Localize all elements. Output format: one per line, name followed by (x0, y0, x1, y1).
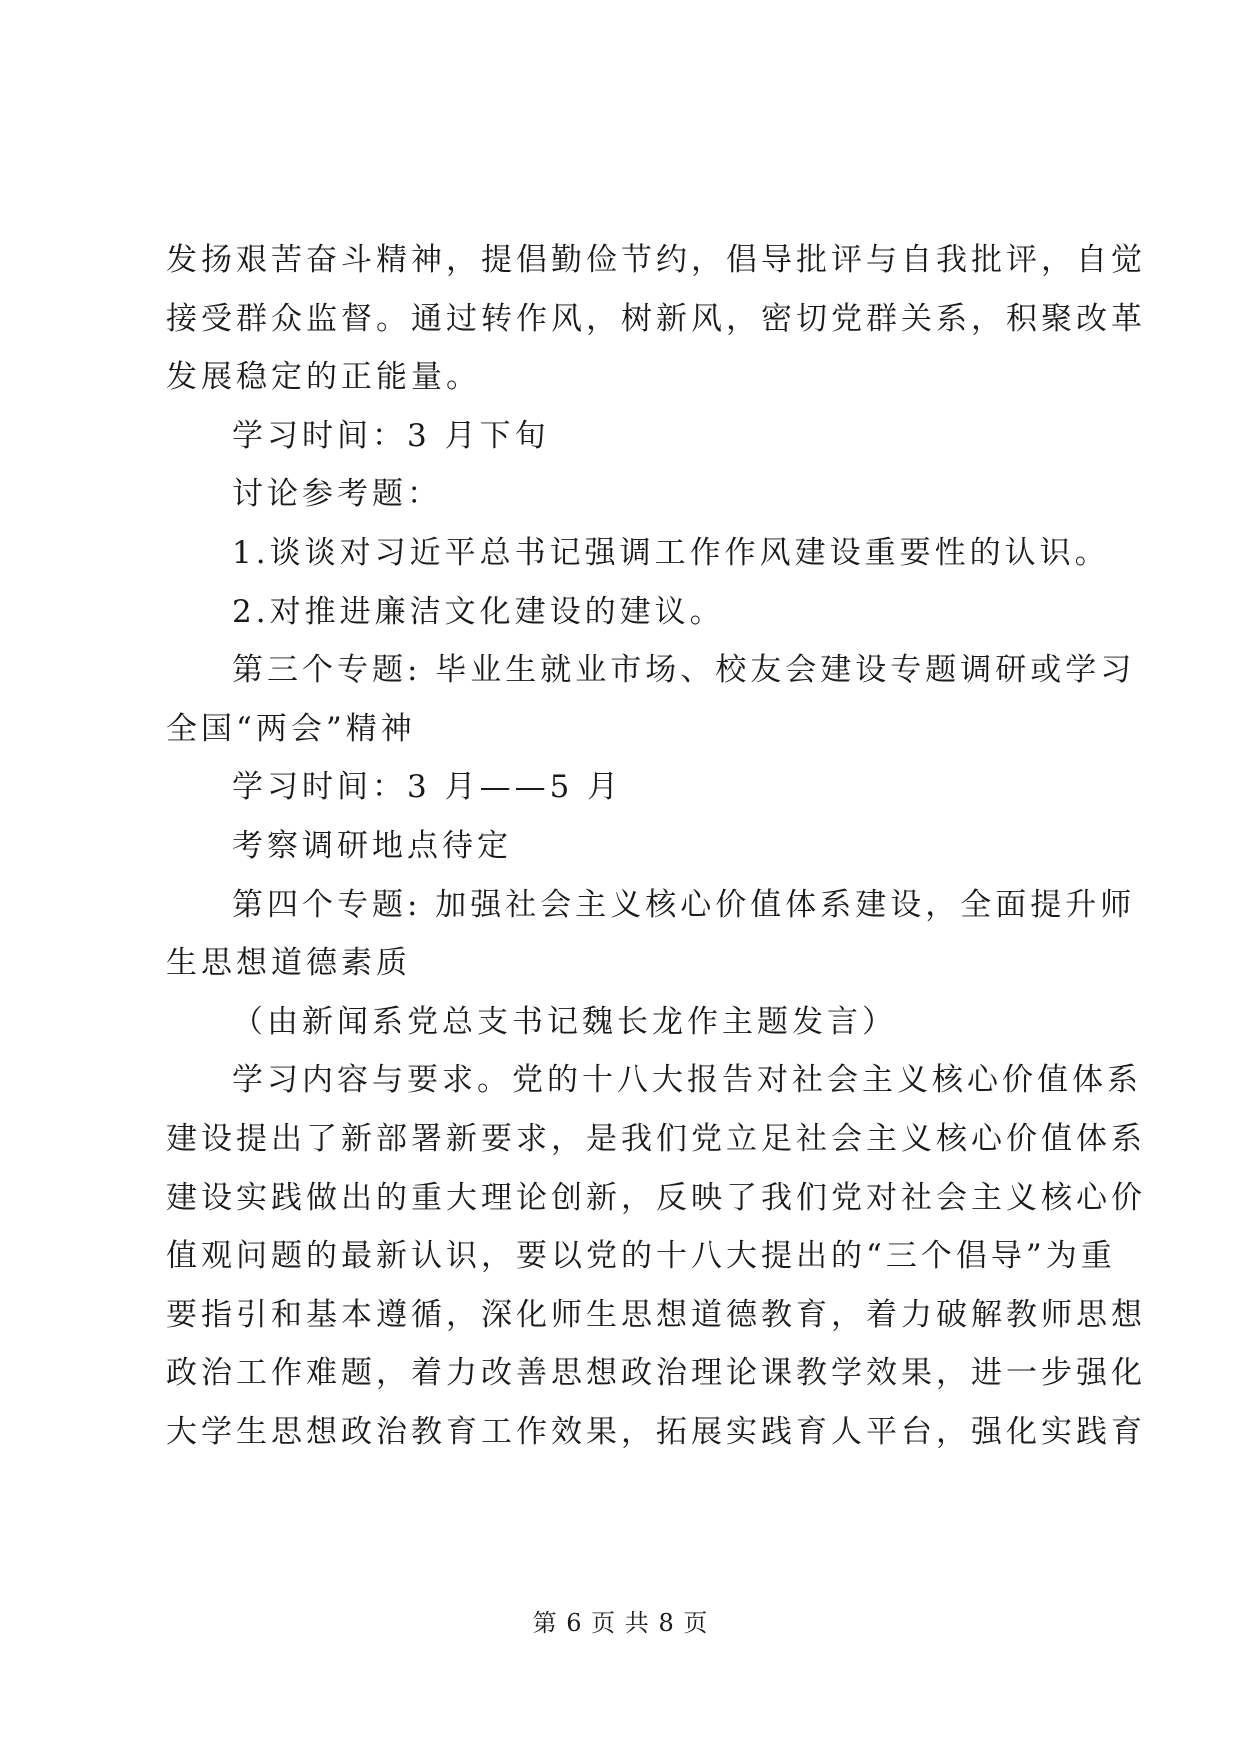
speaker-note: （由新闻系党总支书记魏长龙作主题发言） (232, 1003, 897, 1040)
topic-four-heading: 第四个专题: 加强社会主义核心价值体系建设，全面提升师 (232, 886, 1136, 923)
discussion-item-2: 2.对推进廉洁文化建设的建议。 (232, 593, 725, 630)
paragraph-line: 发扬艰苦奋斗精神，提倡勤俭节约，倡导批评与自我批评，自觉 (166, 242, 1146, 278)
paragraph-line: 接受群众监督。通过转作风，树新风，密切党群关系，积聚改革 (166, 300, 1146, 337)
discussion-heading: 讨论参考题： (232, 476, 442, 513)
study-time-line: 学习时间：3 月下旬 (232, 417, 550, 454)
location-line: 考察调研地点待定 (232, 827, 512, 864)
paragraph-line: 建设提出了新部署新要求，是我们党立足社会主义核心价值体系 (166, 1120, 1146, 1157)
topic-three-heading: 第三个专题: 毕业生就业市场、校友会建设专题调研或学习 (232, 652, 1136, 689)
study-time-line: 学习时间：3 月——5 月 (232, 769, 623, 806)
page-number-footer: 第 6 页 共 8 页 (532, 1609, 709, 1637)
discussion-item-1: 1.谈谈对习近平总书记强调工作作风建设重要性的认识。 (232, 534, 1110, 571)
paragraph-line: 发展稳定的正能量。 (166, 359, 481, 396)
paragraph-line: 政治工作难题，着力改善思想政治理论课教学效果，进一步强化 (166, 1355, 1146, 1392)
paragraph-line: 建设实践做出的重大理论创新，反映了我们党对社会主义核心价 (166, 1179, 1146, 1216)
document-body (166, 231, 1146, 1461)
topic-four-heading-cont: 生思想道德素质 (166, 945, 411, 982)
paragraph-line: 值观问题的最新认识，要以党的十八大提出的“三个倡导”为重 (166, 1238, 1116, 1275)
paragraph-line: 学习内容与要求。党的十八大报告对社会主义核心价值体系 (232, 1062, 1142, 1099)
topic-three-heading-cont: 全国“两会”精神 (166, 710, 416, 747)
paragraph-line: 大学生思想政治教育工作效果，拓展实践育人平台，强化实践育 (166, 1413, 1146, 1450)
paragraph-line: 要指引和基本遵循，深化师生思想道德教育，着力破解教师思想 (166, 1296, 1146, 1333)
